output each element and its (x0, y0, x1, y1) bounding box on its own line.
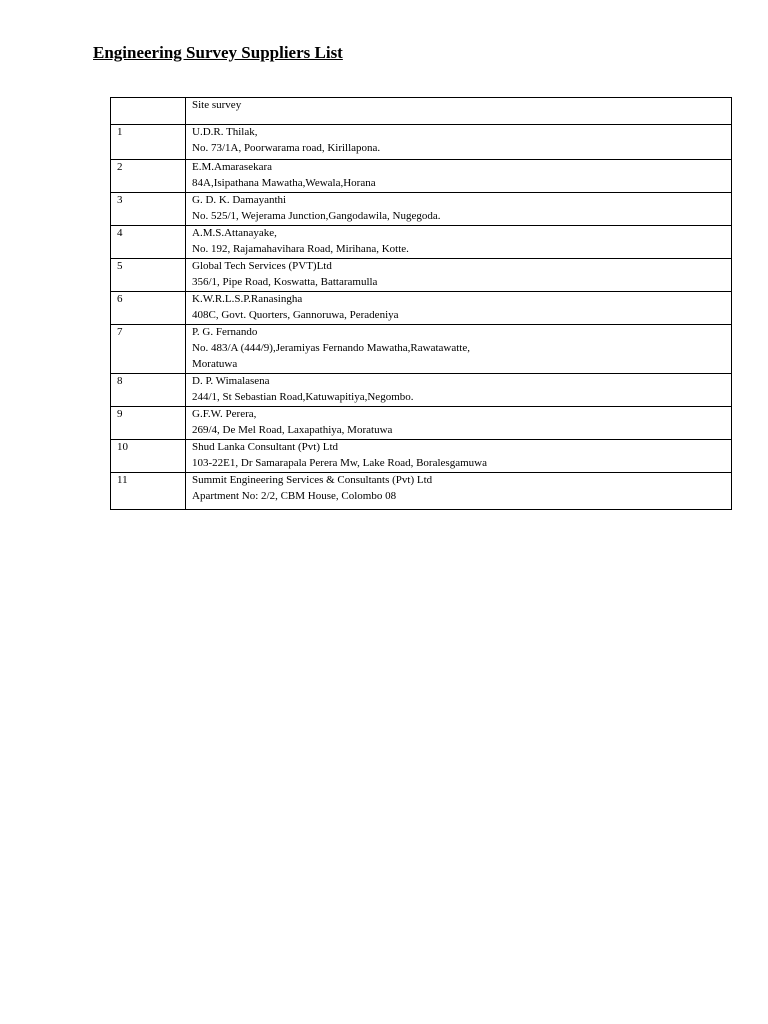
page-title: Engineering Survey Suppliers List (93, 43, 343, 62)
supplier-address-line: 356/1, Pipe Road, Koswatta, Battaramulla (192, 276, 378, 288)
row-number: 1 (111, 125, 186, 160)
suppliers-table-body (111, 125, 732, 510)
table-row (111, 193, 732, 226)
supplier-details (186, 440, 732, 473)
supplier-details (186, 226, 732, 259)
supplier-name: P. G. Fernando (192, 326, 258, 338)
supplier-address-line: Moratuwa (192, 358, 238, 370)
supplier-details (186, 325, 732, 374)
supplier-address-line: 84A,Isipathana Mawatha,Wewala,Horana (192, 177, 376, 189)
supplier-name: K.W.R.L.S.P.Ranasingha (192, 293, 303, 305)
row-number: 10 (111, 440, 186, 473)
supplier-address-line: No. 192, Rajamahavihara Road, Mirihana, Kotte. (192, 243, 409, 255)
supplier-details (186, 292, 732, 325)
supplier-name: G. D. K. Damayanthi (192, 194, 287, 206)
suppliers-table (110, 97, 732, 510)
supplier-name: Shud Lanka Consultant (Pvt) Ltd (192, 441, 339, 453)
supplier-name: A.M.S.Attanayake, (192, 227, 277, 239)
table-row (111, 407, 732, 440)
row-number: 7 (111, 325, 186, 374)
table-row (111, 374, 732, 407)
supplier-details (186, 374, 732, 407)
header-site-survey: Site survey (186, 98, 732, 125)
supplier-address-line: 408C, Govt. Quorters, Gannoruwa, Peradeniya (192, 309, 399, 321)
supplier-name: Summit Engineering Services & Consultants (Pvt) Ltd (192, 474, 433, 486)
row-number: 2 (111, 160, 186, 193)
supplier-name: G.F.W. Perera, (192, 408, 257, 420)
table-row (111, 125, 732, 160)
supplier-name: U.D.R. Thilak, (192, 126, 258, 138)
supplier-details (186, 193, 732, 226)
supplier-name: D. P. Wimalasena (192, 375, 270, 387)
supplier-address-line: 103-22E1, Dr Samarapala Perera Mw, Lake Road, Boralesgamuwa (192, 457, 487, 469)
supplier-details (186, 407, 732, 440)
supplier-details (186, 160, 732, 193)
table-header-row (111, 98, 732, 125)
supplier-address-line: No. 483/A (444/9),Jeramiyas Fernando Mawatha,Rawatawatte, (192, 342, 470, 354)
table-row (111, 160, 732, 193)
table-row (111, 292, 732, 325)
supplier-address-line: Apartment No: 2/2, CBM House, Colombo 08 (192, 490, 397, 502)
table-row (111, 473, 732, 510)
supplier-details (186, 259, 732, 292)
table-row (111, 325, 732, 374)
supplier-address-line: No. 525/1, Wejerama Junction,Gangodawila, Nugegoda. (192, 210, 441, 222)
row-number: 3 (111, 193, 186, 226)
supplier-name: E.M.Amarasekara (192, 161, 273, 173)
header-number-cell (111, 98, 186, 125)
supplier-name: Global Tech Services (PVT)Ltd (192, 260, 332, 272)
table-row (111, 440, 732, 473)
supplier-address-line: 269/4, De Mel Road, Laxapathiya, Moratuwa (192, 424, 393, 436)
row-number: 8 (111, 374, 186, 407)
row-number: 9 (111, 407, 186, 440)
table-row (111, 226, 732, 259)
row-number: 11 (111, 473, 186, 510)
supplier-address-line: 244/1, St Sebastian Road,Katuwapitiya,Negombo. (192, 391, 414, 403)
supplier-address-line: No. 73/1A, Poorwarama road, Kirillapona. (192, 142, 381, 154)
table-row (111, 259, 732, 292)
row-number: 4 (111, 226, 186, 259)
row-number: 5 (111, 259, 186, 292)
supplier-details (186, 473, 732, 510)
supplier-details (186, 125, 732, 160)
row-number: 6 (111, 292, 186, 325)
